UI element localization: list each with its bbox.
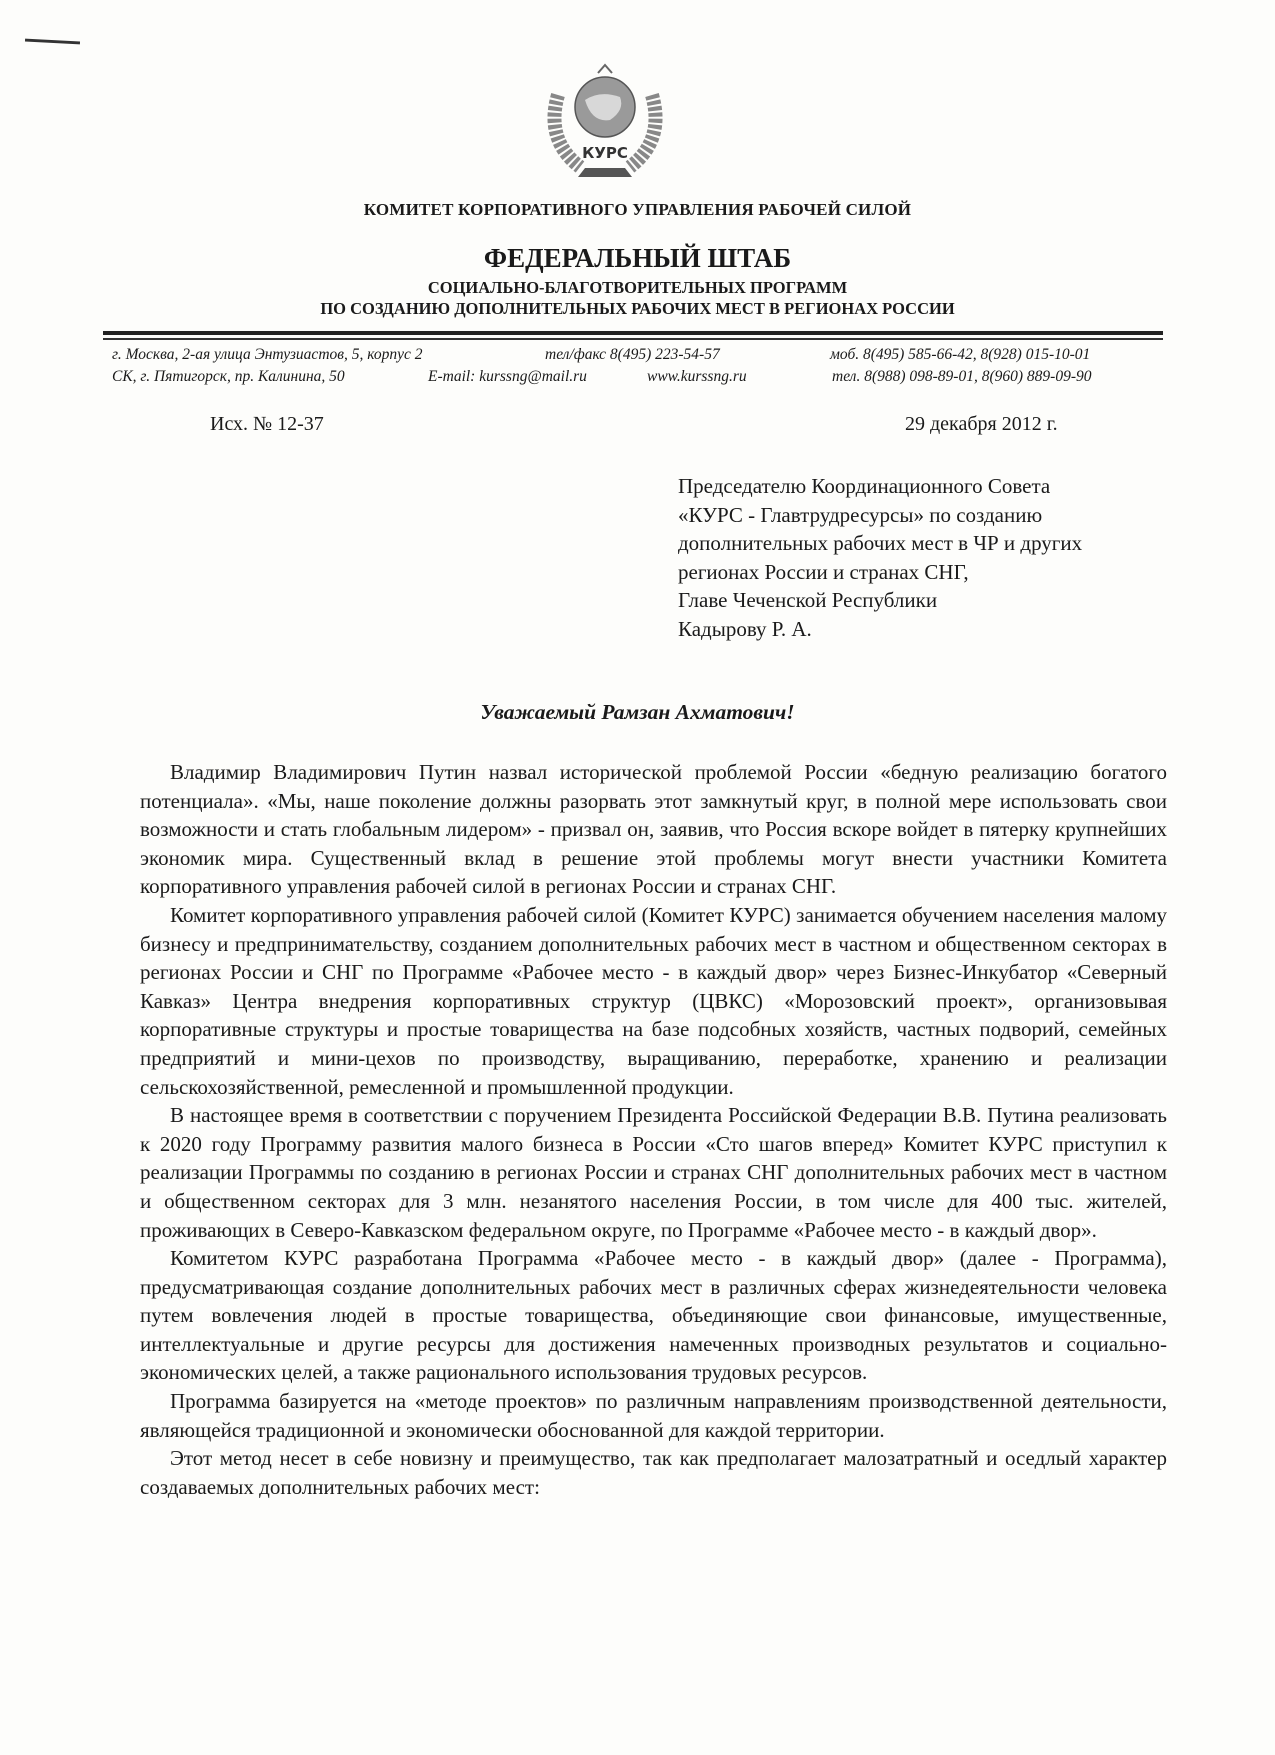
subtitle-line-2: ПО СОЗДАНИЮ ДОПОЛНИТЕЛЬНЫХ РАБОЧИХ МЕСТ В РЕГИОНАХ РОССИИ: [320, 299, 955, 318]
letter-body: [140, 758, 1167, 1501]
header-divider-thin: [103, 338, 1163, 340]
phones: тел. 8(988) 098-89-01, 8(960) 889-09-90: [832, 368, 1092, 385]
mobile-phones: моб. 8(495) 585-66-42, 8(928) 015-10-01: [830, 346, 1091, 363]
address-pyatigorsk: СК, г. Пятигорск, пр. Калинина, 50: [112, 368, 345, 385]
paragraph: В настоящее время в соответствии с поручением Президента Российской Федерации В.В. Путина реализовать к 2020 году Программу развития малого бизнеса в России «Сто шагов вперед» Комитет КУРС приступил к реализации Программы по созданию в регионах России и странах СНГ дополнительных рабочих мест в частном и общественном секторах для 3 млн. незанятого населения России, в том числе для 400 тыс. жителей, проживающих в Северо-Кавказском федеральном округе, по Программе «Рабочее место - в каждый двор».: [140, 1103, 1167, 1242]
addressee-line: Председателю Координационного Совета: [678, 474, 1051, 498]
addressee-block: [678, 472, 1082, 643]
svg-text:КУРС: КУРС: [582, 144, 628, 162]
addressee-line: Главе Чеченской Республики: [678, 588, 938, 612]
paragraph: Комитет корпоративного управления рабочей силой (Комитет КУРС) занимается обучением населения малому бизнесу и предпринимательству, созданием дополнительных рабочих мест в частном и общественном секторах в регионах России и СНГ по Программе «Рабочее место - в каждый двор» через Бизнес-Инкубатор «Северный Кавказ» Центра внедрения корпоративных структур (ЦВКС) «Морозовский проект», организовывая корпоративные структуры и простые товарищества на базе подсобных хозяйств, частных подворий, семейных предприятий и мини-цехов по производству, выращиванию, переработке, хранению и реализации сельскохозяйственной, ремесленной и промышленной продукции.: [140, 902, 1167, 1099]
address-moscow: г. Москва, 2-ая улица Энтузиастов, 5, корпус 2: [112, 346, 423, 363]
subtitle-line-1: СОЦИАЛЬНО-БЛАГОТВОРИТЕЛЬНЫХ ПРОГРАММ: [427, 278, 848, 297]
document-title: ФЕДЕРАЛЬНЫЙ ШТАБ: [483, 243, 792, 273]
kurs-emblem-logo: [540, 55, 670, 185]
document-date: 29 декабря 2012 г.: [905, 413, 1058, 435]
paragraph: Программа базируется на «методе проектов» по различным направлениям производственной деятельности, являющейся традиционной и экономически обоснованной для каждой территории.: [140, 1389, 1167, 1442]
addressee-line: дополнительных рабочих мест в ЧР и других: [678, 531, 1083, 555]
website: www.kurssng.ru: [647, 368, 747, 385]
scan-mark: [25, 39, 80, 45]
addressee-line: регионах России и странах СНГ,: [678, 559, 969, 584]
phone-fax: тел/факс 8(495) 223-54-57: [545, 346, 720, 363]
salutation: Уважаемый Рамзан Ахматович!: [480, 700, 795, 724]
paragraph: Комитетом КУРС разработана Программа «Рабочее место - в каждый двор» (далее - Программа), предусматривающая создание дополнительных рабочих мест в различных сферах жизнедеятельности человека путем вовлечения людей в простые товарищества, объединяющие свои финансовые, имущественные, интеллектуальные и другие ресурсы для достижения намеченных производных результатов и социально-экономических целей, а также рационального использования трудовых ресурсов.: [140, 1246, 1167, 1385]
outgoing-number: Исх. № 12-37: [210, 413, 324, 435]
email: E-mail: kurssng@mail.ru: [428, 368, 587, 385]
organization-name: КОМИТЕТ КОРПОРАТИВНОГО УПРАВЛЕНИЯ РАБОЧЕЙ СИЛОЙ: [363, 200, 912, 219]
addressee-line: Кадырову Р. А.: [678, 616, 812, 641]
paragraph: Владимир Владимирович Путин назвал исторической проблемой России «бедную реализацию богатого потенциала». «Мы, наше поколение должны разорвать этот замкнутый круг, в полной мере использовать свои возможности и стать глобальным лидером» - призвал он, заявив, что Россия вскоре войдет в пятерку крупнейших экономик мира. Существенный вклад в решение этой проблемы могут внести участники Комитета корпоративного управления рабочей силой в регионах России и странах СНГ.: [140, 760, 1167, 899]
header-divider: [103, 331, 1163, 335]
paragraph: Этот метод несет в себе новизну и преимущество, так как предполагает малозатратный и оседлый характер создаваемых дополнительных рабочих мест:: [140, 1446, 1167, 1499]
addressee-line: «КУРС - Главтрудресурсы» по созданию: [678, 502, 1043, 527]
